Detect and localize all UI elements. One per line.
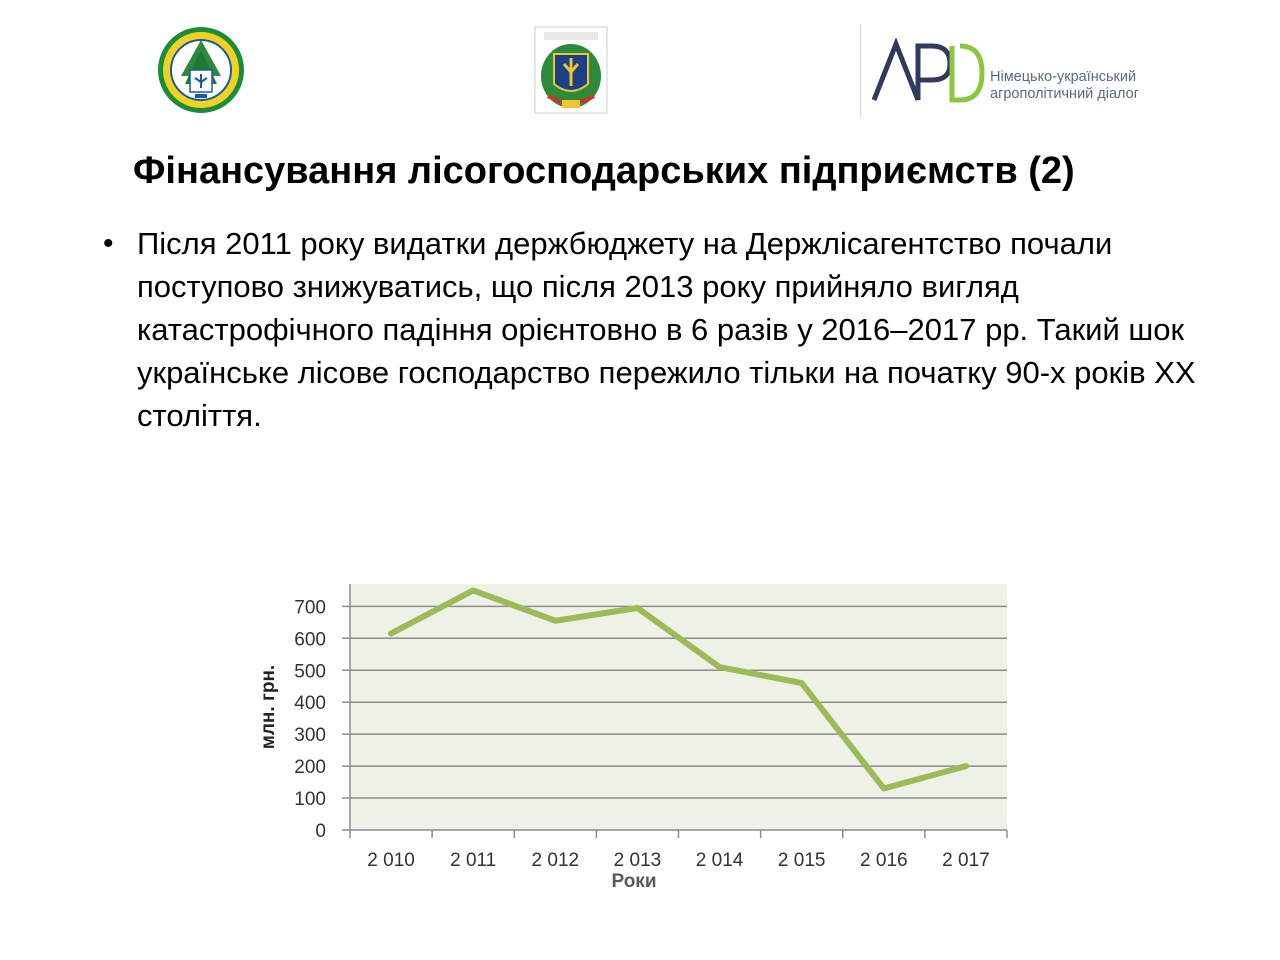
x-tick-label: 2 014 [695, 850, 744, 871]
university-emblem-logo [157, 26, 245, 114]
apd-caption-line2: агрополітичний діалог [990, 86, 1140, 102]
y-tick-label: 500 [294, 661, 326, 683]
budget-line-chart [250, 576, 1020, 896]
data-point [553, 618, 558, 623]
y-axis-label: млн. грн. [258, 664, 279, 750]
y-tick-label: 300 [294, 725, 326, 747]
ministry-coat-of-arms-logo [534, 26, 608, 114]
apd-logo [860, 24, 1150, 118]
x-tick-label: 2 012 [531, 850, 580, 871]
data-point [881, 786, 886, 791]
y-tick-label: 700 [294, 597, 326, 619]
x-tick-label: 2 015 [777, 850, 826, 871]
x-tick-label: 2 010 [367, 850, 415, 871]
data-point [389, 631, 394, 636]
logo-divider [860, 24, 861, 118]
slide-title: Фінансування лісогосподарських підприємств (2) [133, 150, 1075, 192]
data-point [717, 665, 722, 670]
x-tick-label: 2 017 [942, 850, 990, 871]
y-tick-label: 0 [315, 821, 326, 842]
bullet-text: Після 2011 року видатки держбюджету на Держлісагентство почали поступово знижуватись, що після 2013 року прийняло вигляд катастрофічного падіння орієнтовно в 6 разів у 2016–2017 рр. Такий шок українське лісове господарство пережило тільки на початку 90-х років ХХ століття. [137, 226, 1196, 433]
y-tick-label: 200 [294, 757, 326, 779]
bullet-symbol: • [103, 227, 114, 260]
plot-area [350, 584, 1007, 830]
x-tick-label: 2 013 [613, 850, 662, 871]
x-tick-label: 2 016 [860, 850, 908, 871]
data-point [635, 605, 640, 610]
apd-caption-line1: Німецько-український [990, 69, 1137, 85]
data-point [963, 764, 968, 769]
apd-caption [990, 69, 1139, 103]
data-point [471, 588, 476, 593]
data-point [799, 681, 804, 686]
y-tick-label: 100 [294, 789, 326, 811]
y-tick-label: 400 [294, 693, 326, 715]
apd-letters-icon [870, 38, 985, 104]
x-tick-label: 2 011 [450, 850, 497, 871]
x-axis-label: Роки [611, 871, 657, 892]
y-tick-label: 600 [294, 629, 326, 651]
